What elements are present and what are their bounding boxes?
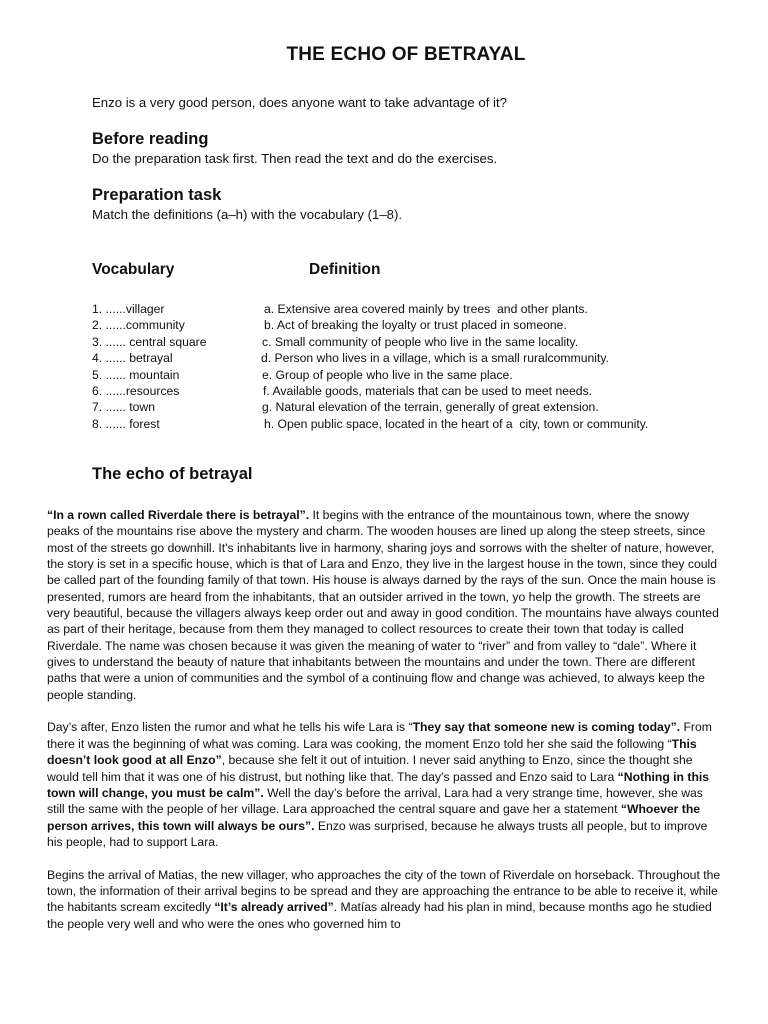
definition-column-header: Definition [309,261,381,278]
story-paragraph-2: Day’s after, Enzo listen the rumor and what he tells his wife Lara is “They say that someone new is coming today”. From there it was the beginning of what was coming. Lara was cooking, the moment Enzo told her she said the following “This doesn’t look good at all Enzo”, because she felt it out of intuition. I never said anything to Enzo, since the thought she would tell him that it was one of his distrust, but nothing like that. The day’s passed and Enzo said to Lara “Nothing in this town will change, you must be calm”. Well the day’s before the arrival, Lara had a very strange time, however, she was still the same with the people of her village. Lara approached the central square and gave her a statement “Whoever the person arrives, this town will always be ours”. Enzo was surprised, because he always trusts all people, but to improve his people, had to support Lara. [47,720,712,849]
vocab-term: 8. ...... forest [92,416,160,431]
vocab-definition: g. Natural elevation of the terrain, generally of great extension. [262,400,599,415]
vocab-term: 1. ......villager [92,302,165,316]
vocab-term: 4. ...... betrayal [92,351,173,366]
vocab-row [0,400,768,416]
vocab-row [0,384,768,400]
vocab-definition: h. Open public space, located in the heart of a city, town or community. [264,416,649,431]
vocab-definition: b. Act of breaking the loyalty or trust placed in someone. [264,318,567,333]
before-reading-heading: Before reading [92,130,209,148]
vocab-row [0,335,768,351]
vocab-term: 3. ...... central square [92,334,207,349]
vocab-row [0,368,768,384]
story-heading: The echo of betrayal [92,465,253,483]
vocab-term: 6. ......resources [92,384,180,398]
vocab-definition: a. Extensive area covered mainly by trees and other plants. [264,302,588,316]
vocab-row [0,302,768,318]
vocab-term: 5. ...... mountain [92,367,180,382]
before-reading-text: Do the preparation task first. Then read the text and do the exercises. [92,151,498,166]
vocab-row [0,351,768,367]
vocab-term: 2. ......community [92,318,185,333]
preparation-heading: Preparation task [92,186,222,204]
vocab-definition: c. Small community of people who live in the same locality. [262,334,579,349]
vocab-term: 7. ...... town [92,400,155,415]
vocab-row [0,417,768,433]
story-text [47,507,723,948]
intro-question: Enzo is a very good person, does anyone want to take advantage of it? [92,95,507,110]
vocab-definition: d. Person who lives in a village, which is a small ruralcommunity. [261,351,609,366]
vocab-row [0,318,768,334]
vocabulary-column-header: Vocabulary [92,261,175,278]
vocab-definition: f. Available goods, materials that can be used to meet needs. [263,384,593,398]
vocab-definition: e. Group of people who live in the same place. [262,367,513,382]
preparation-text: Match the definitions (a–h) with the vocabulary (1–8). [92,207,403,222]
story-paragraph-1: “In a rown called Riverdale there is betrayal”. It begins with the entrance of the mountainous town, where the snowy peaks of the mountains rise above the mystery and charm. The wooden houses are lined up along the steep streets, since most of the streets go downhill. It's inhabitants live in harmony, sharing joys and sorrows with the shelter of nature, however, the story is set in a specific house, which is that of Lara and Enzo, they live in the largest house in the town, since they could be called part of the founding family of that town. His house is always darned by the rays of the sun. Once the main house is presented, rumors are heard from the inhabitants, that an outsider arrived in the town, yo help the growth. The streets are very beautiful, because the villagers always keep order out and away in good condition. The mountains have always counted as part of their heritage, because from them they managed to collect resources to create their town that today is called Riverdale. The name was chosen because it was given the meaning of water to “river” and from valley to “dale”. Where it gives to understand the beauty of nature that inhabitants between the mountains and under the town. There are different paths that were a union of communities and the symbol of a continuing flow and change was achieved, to always keep the people standing. [47,508,719,702]
story-paragraph-3: Begins the arrival of Matias, the new villager, who approaches the city of the town of Riverdale on horseback. Throughout the town, the information of their arrival begins to be spread and they are approaching the entrance to be able to receive it, while the habitants scream excitedly “It’s already arrived”. Matías already had his plan in mind, because months ago he studied the people very well and who were the ones who governed him to [47,867,721,931]
page-title: THE ECHO OF BETRAYAL [286,44,526,65]
